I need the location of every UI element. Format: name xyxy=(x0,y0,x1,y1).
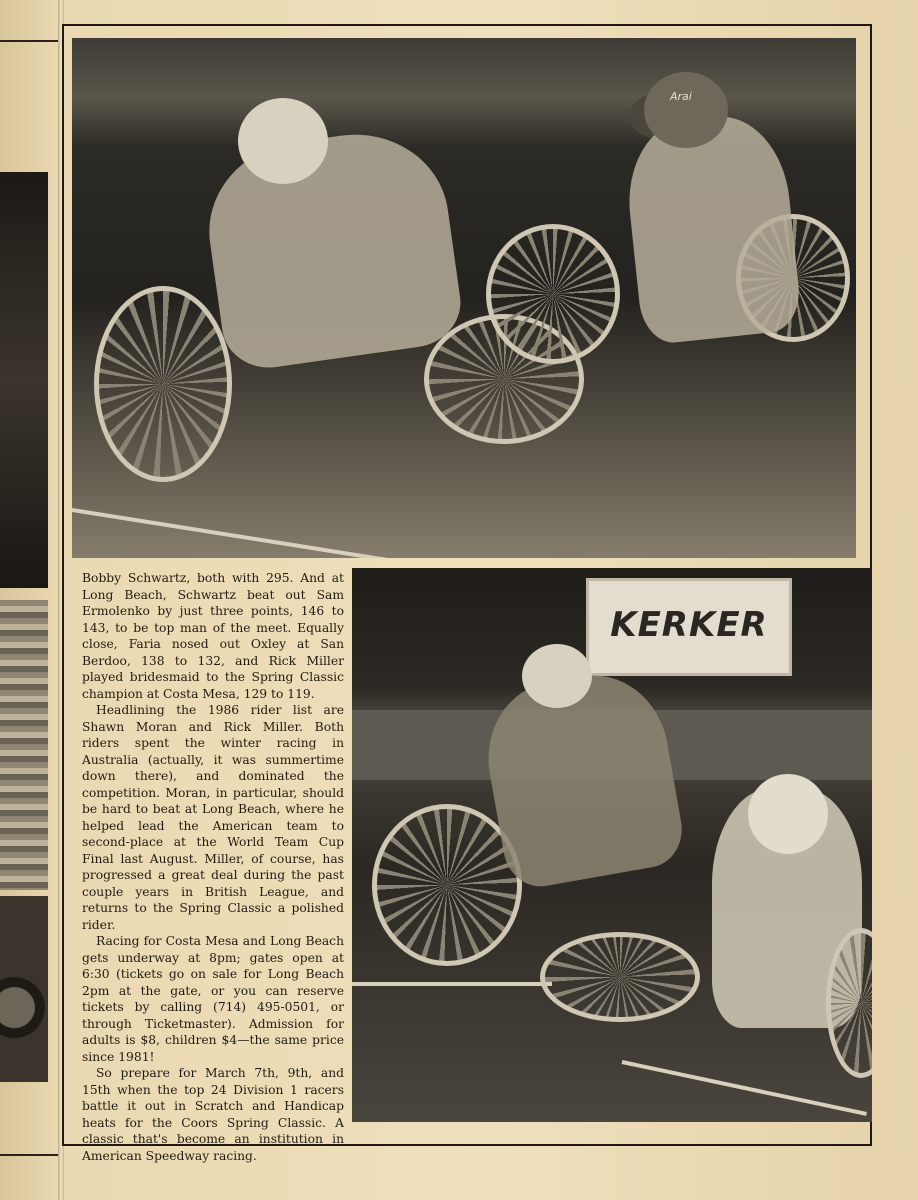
helmet-rider-1 xyxy=(238,98,328,184)
adjacent-photo-1 xyxy=(0,172,48,588)
article-column xyxy=(82,570,344,1164)
track-line-2 xyxy=(622,1060,867,1116)
article-paragraph-4: So prepare for March 7th, 9th, and 15th when the top 24 Division 1 racers battle it out in Scratch and Handicap heats for the Coors Spring Classic. A classic that's become an institution in American Speedway racing. xyxy=(82,1066,344,1163)
adjacent-photo-3 xyxy=(0,896,48,1082)
helmet-logo-text: Arai xyxy=(670,90,692,103)
helmet-rider-4 xyxy=(748,774,828,854)
rider-2 xyxy=(621,110,803,346)
sign-text: KERKER xyxy=(610,605,768,645)
article-paragraph-1: Bobby Schwartz, both with 295. And at Long Beach, Schwartz beat out Sam Ermolenko by just three points, 146 to 143, to be top man of the meet. Equally close, Faria nosed out Oxley at San Berdoo, 138 to 132, and Rick Miller played bridesmaid to the Spring Classic champion at Costa Mesa, 129 to 119. xyxy=(82,571,344,701)
track-line xyxy=(72,508,527,558)
kerker-sign xyxy=(586,578,792,676)
track-line xyxy=(352,982,552,986)
front-wheel-rider-2 xyxy=(486,224,620,364)
adjacent-page-strip xyxy=(0,0,64,1200)
helmet-rider-2 xyxy=(644,72,728,148)
adjacent-photo-2 xyxy=(0,600,48,890)
article-paragraph-2: Headlining the 1986 rider list are Shawn Moran and Rick Miller. Both riders spent the winter racing in Australia (actually, it was summertime down there), and dominated the competition. Moran, in particular, should be hard to beat at Long Beach, where he helped lead the American team to second-place at the World Team Cup Final last August. Miller, of course, has progressed a great deal during the past couple years in British League, and returns to the Spring Classic a polished rider. xyxy=(82,703,344,932)
front-wheel-rider-1 xyxy=(94,286,232,482)
rider-1 xyxy=(198,122,466,373)
helmet-rider-3 xyxy=(522,644,592,708)
article-paragraph-3: Racing for Costa Mesa and Long Beach gets underway at 8pm; gates open at 6:30 (tickets go on sale for Long Beach 2pm at the gate, or you can reserve tickets by calling (714) 495-0501, or through Ticketmaster). Admission for adults is $8, children $4—the same price since 1981! xyxy=(82,934,344,1064)
photo-speedway-riders-top xyxy=(72,38,856,558)
rear-wheel-rider-3 xyxy=(540,932,700,1022)
photo-speedway-riders-bottom xyxy=(352,568,872,1122)
